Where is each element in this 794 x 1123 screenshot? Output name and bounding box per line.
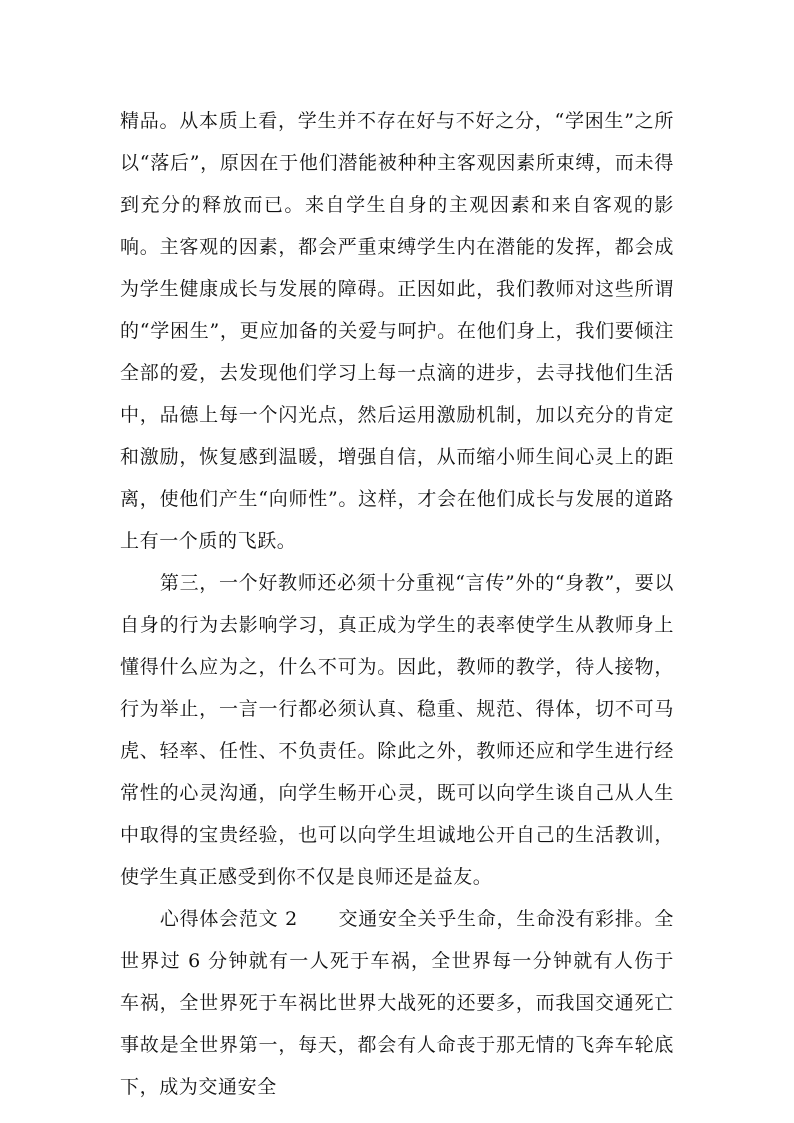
paragraph-2: 第三，一个好教师还必须十分重视“言传”外的“身教”，要以自身的行为去影响学习，真正成为学生的表率使学生从教师身上懂得什么应为之，什么不可为。因此，教师的教学，待人接物，行为举止，一言一行都必须认真、稳重、规范、得体，切不可马虎、轻率、任性、不负责任。除此之外，教师还应和学生进行经常性的心灵沟通，向学生畅开心灵，既可以向学生谈自己从人生中取得的宝贵经验，也可以向学生坦诚地公开自己的生活教训，使学生真正感受到你不仅是良师还是益友。 (120, 572, 674, 888)
section-heading: 心得体会范文 2 (159, 908, 298, 930)
heading-gap (298, 908, 339, 930)
paragraph-3 (120, 898, 674, 1108)
paragraph-3-body: 交通安全关乎生命，生命没有彩排。全世界过 6 分钟就有一人死于车祸，全世界每一分钟就有人伤于车祸，全世界死于车祸比世界大战死的还要多，而我国交通死亡事故是全世界第一，每天，都会有人命丧于那无情的飞奔车轮底下，成为交通安全 (120, 908, 675, 1098)
paragraph-1: 精品。从本质上看，学生并不存在好与不好之分，“学困生”之所以“落后”，原因在于他们潜能被种种主客观因素所束缚，而未得到充分的释放而已。来自学生自身的主观因素和来自客观的影响。主客观的因素，都会严重束缚学生内在潜能的发挥，都会成为学生健康成长与发展的障碍。正因如此，我们教师对这些所谓的“学困生”，更应加备的关爱与呵护。在他们身上，我们要倾注全部的爱，去发现他们学习上每一点滴的进步，去寻找他们生活中，品德上每一个闪光点，然后运用激励机制，加以充分的肯定和激励，恢复感到温暖，增强自信，从而缩小师生间心灵上的距离，使他们产生“向师性”。这样，才会在他们成长与发展的道路上有一个质的飞跃。 (120, 110, 674, 552)
document-body (120, 100, 674, 1108)
